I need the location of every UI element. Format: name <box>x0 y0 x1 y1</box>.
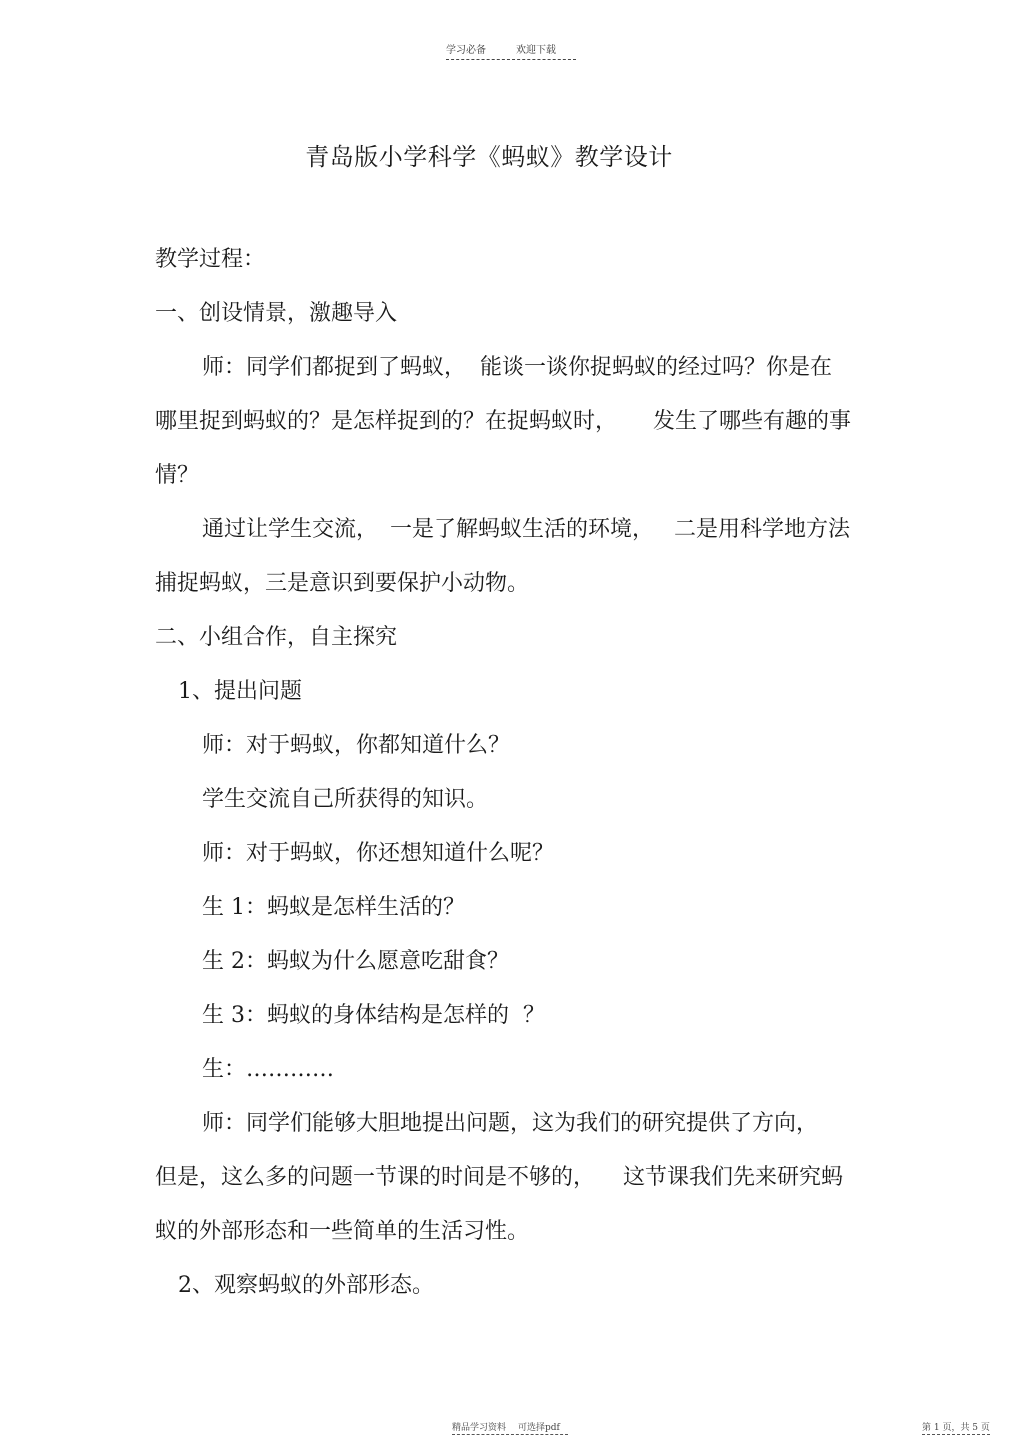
footer-left-b: 可选择pdf <box>518 1423 560 1433</box>
paragraph-1-line-3: 情？ <box>155 463 200 488</box>
text-run: 这节课我们先来研究蚂 <box>623 1165 844 1190</box>
text-run: 哪里捉到蚂蚁的？是怎样捉到的？在捉蚂蚁时， <box>155 409 618 434</box>
paragraph-3-line-1: 师：同学们能够大胆地提出问题，这为我们的研究提供了方向， <box>202 1111 819 1136</box>
document-title: 青岛版小学科学《蚂蚁》教学设计 <box>305 143 673 171</box>
paragraph-1-line-1 <box>202 341 907 395</box>
answer-3 <box>202 989 907 1043</box>
text-run: 通过让学生交流， <box>202 517 379 542</box>
footer-rule <box>452 1434 568 1435</box>
text-run: 但是，这么多的问题一节课的时间是不够的， <box>155 1165 596 1190</box>
page-number: 第 1 页，共 5 页 <box>922 1423 990 1433</box>
answer-4: 生：………… <box>202 1057 335 1082</box>
subheading-2: 2、观察蚂蚁的外部形态。 <box>178 1273 434 1298</box>
dialog-line-1: 师：对于蚂蚁，你都知道什么？ <box>202 733 511 758</box>
paragraph-1-line-2 <box>155 395 860 449</box>
text-run: 发生了哪些有趣的事 <box>653 409 852 434</box>
header-rule <box>446 59 576 60</box>
header-right: 欢迎下载 <box>516 45 556 56</box>
paragraph-3-line-2 <box>155 1151 860 1205</box>
text-run: 二是用科学地方法 <box>674 517 851 542</box>
answer-2: 生 2：蚂蚁为什么愿意吃甜食？ <box>202 949 509 974</box>
section-label: 教学过程： <box>155 247 266 272</box>
text-run: 一是了解蚂蚁生活的环境， <box>390 517 655 542</box>
paragraph-2-line-2: 捕捉蚂蚁，三是意识到要保护小动物。 <box>155 571 530 596</box>
heading-1: 一、创设情景，激趣导入 <box>155 301 398 326</box>
answer-1: 生 1：蚂蚁是怎样生活的？ <box>202 895 465 920</box>
paragraph-3-line-3: 蚁的外部形态和一些简单的生活习性。 <box>155 1219 530 1244</box>
subheading-1: 1、提出问题 <box>178 679 302 704</box>
header-left: 学习必备 <box>446 45 486 56</box>
footer-left-a: 精品学习资料 <box>452 1423 507 1433</box>
text-run: 能谈一谈你捉蚂蚁的经过吗？你是在 <box>480 355 833 380</box>
footer-left <box>452 1420 560 1433</box>
paragraph-2-line-1 <box>202 503 907 557</box>
footer-rule-right <box>922 1434 990 1435</box>
text-run: 生 3：蚂蚁的身体结构是怎样的 <box>202 1003 509 1028</box>
text-run: 师：同学们都捉到了蚂蚁， <box>202 355 467 380</box>
heading-2: 二、小组合作，自主探究 <box>155 625 398 650</box>
dialog-line-3: 师：对于蚂蚁，你还想知道什么呢？ <box>202 841 555 866</box>
text-run: ？ <box>523 1003 546 1028</box>
header-text <box>446 41 556 56</box>
dialog-line-2: 学生交流自己所获得的知识。 <box>202 787 489 812</box>
